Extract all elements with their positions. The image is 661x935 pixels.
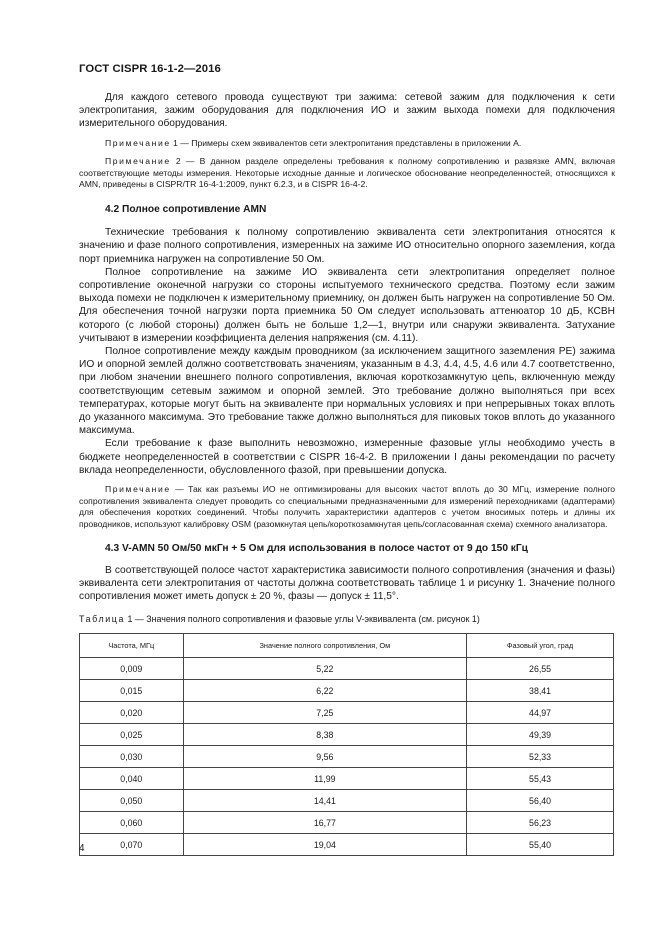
column-header-frequency: Частота, МГц (80, 634, 184, 658)
cell-impedance: 8,38 (183, 724, 466, 746)
cell-frequency: 0,025 (80, 724, 184, 746)
table-row (80, 768, 614, 790)
section-4-2-heading: 4.2 Полное сопротивление AMN (105, 203, 267, 215)
cell-phase: 55,40 (467, 834, 614, 856)
section-4-2-paragraph: Если требование к фазе выполнить невозможно, измеренные фазовые углы необходимо учесть в бюджете неопределенностей в соответствии с CISPR 16-4-2. В приложении I даны рекомендации по расчету вклада неопределенности, обусловленного фазой, при превышении допуска. (79, 438, 615, 476)
cell-phase: 49,39 (467, 724, 614, 746)
note-1 (79, 138, 615, 150)
table-caption-label: Таблица (79, 614, 125, 625)
table-row (80, 790, 614, 812)
note-2-label: Примечание (105, 156, 171, 167)
page-number: 4 (79, 843, 85, 854)
cell-phase: 55,43 (467, 768, 614, 790)
section-4-2-note (79, 484, 615, 530)
cell-phase: 52,33 (467, 746, 614, 768)
section-4-3-heading: 4.3 V-AMN 50 Ом/50 мкГн + 5 Ом для использования в полосе частот от 9 до 150 кГц (105, 543, 528, 555)
cell-phase: 38,41 (467, 680, 614, 702)
page-content (79, 91, 615, 856)
table-row (80, 834, 614, 856)
section-4-2-note-text: — Так как разъемы ИО не оптимизированы для высоких частот вплоть до 30 МГц, измерение полного сопротивления эквивалента следует проводить со специальными предназначенными для измерений переходниками (адаптерами) для обеспечения коротких соединений. Чтобы получить характеристики адаптеров с учетом вносимых потерь и длины их проводников, используют калибровку OSM (разомкнутая цепь/короткозамкнутая цепь/согласованная схема) схемного анализатора. (79, 484, 615, 529)
cell-impedance: 16,77 (183, 812, 466, 834)
cell-impedance: 19,04 (183, 834, 466, 856)
cell-frequency: 0,015 (80, 680, 184, 702)
column-header-impedance: Значение полного сопротивления, Ом (183, 634, 466, 658)
cell-impedance: 14,41 (183, 790, 466, 812)
section-4-2-paragraph: Полное сопротивление на зажиме ИО эквивалента сети электропитания определяет полное сопротивление оконечной нагрузки со стороны испытуемого технического средства. Поэтому если зажим выхода помехи не подключен к измерительному приемнику, он должен быть нагружен на сопротивление 50 Ом. Для обеспечения точной нагрузки порта приемника 50 Ом следует использовать аттенюатор 10 дБ, КСВН которого (с любой стороны) должен быть не больше 1,2—1, внутри или снаружи эквивалента. Затухание учитывают в измерении коэффициента деления напряжения (см. 4.11). (79, 266, 615, 344)
table-row (80, 812, 614, 834)
note-1-label: Примечание (105, 137, 171, 148)
cell-impedance: 6,22 (183, 680, 466, 702)
cell-impedance: 5,22 (183, 658, 466, 680)
table-caption (79, 613, 615, 625)
cell-impedance: 11,99 (183, 768, 466, 790)
table-row (80, 702, 614, 724)
cell-phase: 26,55 (467, 658, 614, 680)
cell-phase: 44,97 (467, 702, 614, 724)
impedance-table (79, 633, 614, 856)
cell-impedance: 9,56 (183, 746, 466, 768)
section-4-3-paragraph: В соответствующей полосе частот характеристика зависимости полного сопротивления (значения и фазы) эквивалента сети электропитания от частоты должна соответствовать таблице 1 и рисунку 1. Значение полного сопротивления может иметь допуск ± 20 %, фазы — допуск ± 11,5°. (79, 564, 615, 603)
cell-phase: 56,40 (467, 790, 614, 812)
page-header-title: ГОСТ CISPR 16-1-2—2016 (79, 63, 221, 75)
note-2 (79, 156, 615, 191)
table-row (80, 680, 614, 702)
cell-frequency: 0,060 (80, 812, 184, 834)
cell-frequency: 0,020 (80, 702, 184, 724)
cell-frequency: 0,070 (80, 834, 184, 856)
cell-frequency: 0,040 (80, 768, 184, 790)
section-4-2-note-label: Примечание (105, 484, 171, 495)
section-4-2-paragraph: Полное сопротивление между каждым проводником (за исключением защитного заземления РЕ) зажима ИО и опорной землей должно соответствовать значениям, указанным в 4.3, 4.4, 4.5, 4.6 или 4.7 соответственно, при любом значении внешнего полного сопротивления, включая короткозамкнутую цепь, включенную между соответствующим сетевым зажимом и опорной землей. Это требование должно выполняться при всех температурах, которые могут быть на эквиваленте при нормальных условиях и при непрерывных токах вплоть до указанного максимума. Это требование также должно выполняться для пиковых токов вплоть до указанного максимума. (79, 346, 615, 437)
table-row (80, 724, 614, 746)
note-1-text: 1 — Примеры схем эквивалентов сети электропитания представлены в приложении А. (170, 137, 522, 148)
section-4-2-paragraph: Технические требования к полному сопротивлению эквивалента сети электропитания относятся к значению и фазе полного сопротивления, измеренных на зажиме ИО относительно опорного заземления, когда порт приемника нагружен на сопротивление 50 Ом. (79, 227, 615, 265)
table-header-row (80, 634, 614, 658)
table-row (80, 746, 614, 768)
table-caption-text: 1 — Значения полного сопротивления и фазовые углы V-эквивалента (см. рисунок 1) (125, 614, 480, 625)
table-row (80, 658, 614, 680)
note-2-text: 2 — В данном разделе определены требования к полному сопротивлению и развязке AMN, включая соответствующие методы измерения. Некоторые исходные данные и логическое обоснование неопределенностей, относящихся к AMN, приведены в CISPR/TR 16-4-1:2009, пункт 6.2.3, и в CISPR 16-4-2. (79, 156, 615, 190)
column-header-phase: Фазовый угол, град (467, 634, 614, 658)
cell-frequency: 0,030 (80, 746, 184, 768)
cell-impedance: 7,25 (183, 702, 466, 724)
cell-frequency: 0,009 (80, 658, 184, 680)
intro-paragraph: Для каждого сетевого провода существуют три зажима: сетевой зажим для подключения к сети электропитания, зажим оборудования для подключения ИО и зажим выхода помехи для подключения измерительного оборудования. (79, 92, 615, 130)
cell-frequency: 0,050 (80, 790, 184, 812)
cell-phase: 56,23 (467, 812, 614, 834)
